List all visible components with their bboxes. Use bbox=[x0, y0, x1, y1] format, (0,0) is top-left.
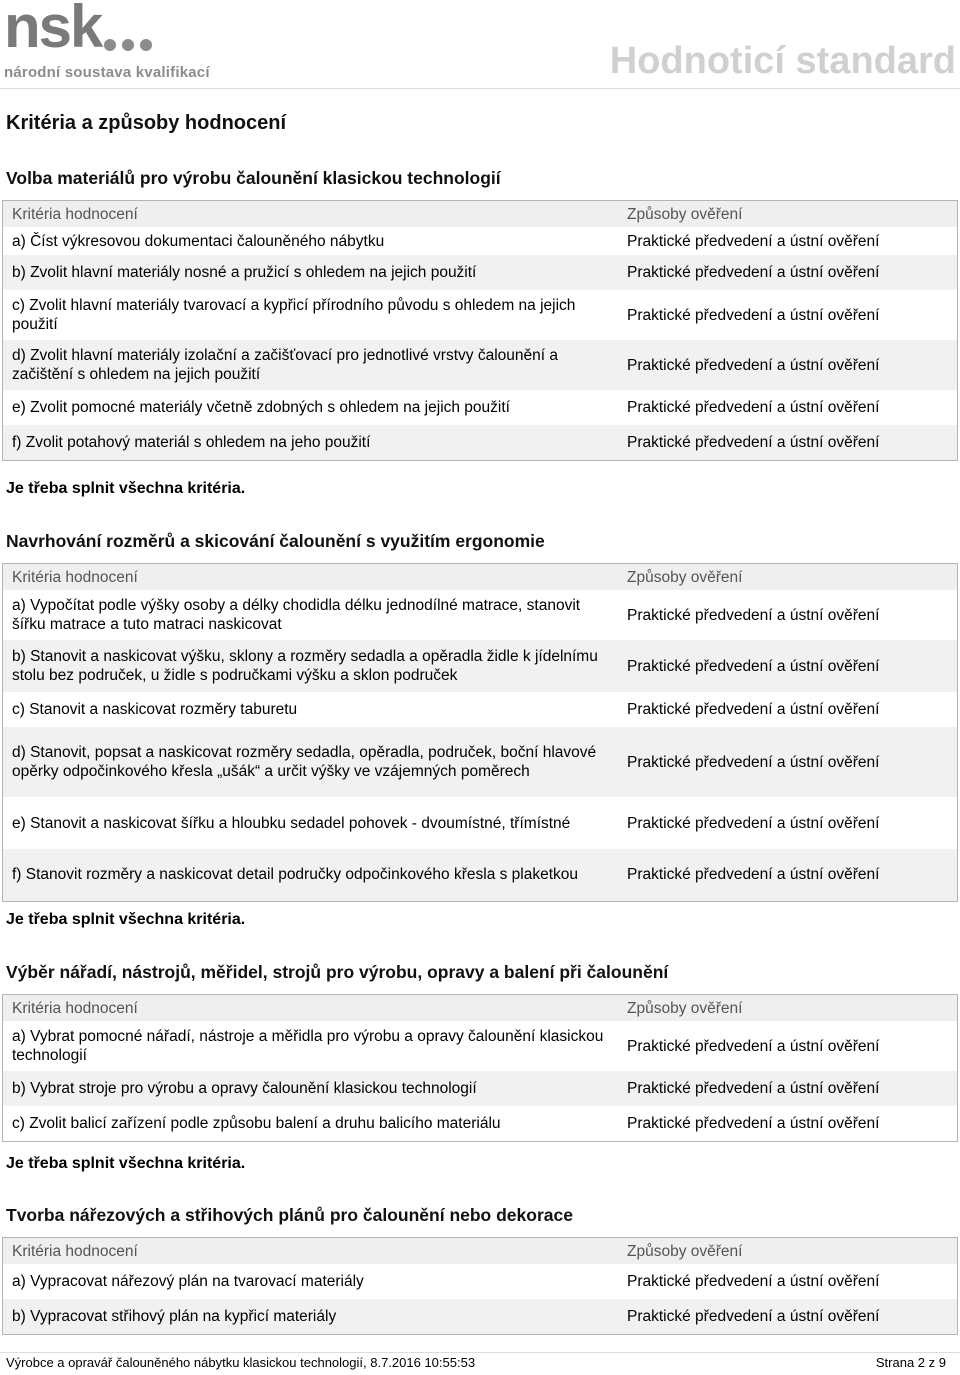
criterion-cell: e) Zvolit pomocné materiály včetně zdobných s ohledem na jejich použití bbox=[12, 399, 510, 416]
table-row bbox=[3, 425, 958, 460]
criterion-cell: f) Zvolit potahový materiál s ohledem na jeho použití bbox=[3, 425, 617, 460]
method-cell: Praktické předvedení a ústní ověření bbox=[616, 727, 958, 797]
criteria-table bbox=[2, 200, 958, 461]
document-title: Hodnoticí standard bbox=[609, 40, 956, 82]
method-cell: Praktické předvedení a ústní ověření bbox=[616, 340, 958, 390]
table-row bbox=[3, 1021, 958, 1071]
table-header-row bbox=[3, 564, 958, 591]
criterion-cell: d) Zvolit hlavní materiály izolační a začišťovací pro jednotlivé vrstvy čalounění a začištění s ohledem na jejich použití bbox=[3, 340, 617, 390]
criterion-cell: a) Vypracovat nářezový plán na tvarovací materiály bbox=[12, 1273, 364, 1290]
column-header-methods: Způsoby ověření bbox=[616, 1238, 958, 1265]
criterion-cell: b) Vypracovat střihový plán na kypřicí materiály bbox=[3, 1299, 617, 1334]
criterion-cell: a) Číst výkresovou dokumentaci čalouněného nábytku bbox=[12, 232, 385, 250]
table-row bbox=[3, 390, 958, 425]
logo-dots-icon bbox=[104, 38, 158, 56]
page-number: Strana 2 z 9 bbox=[875, 1355, 946, 1370]
table-row bbox=[3, 797, 958, 849]
table-row bbox=[3, 590, 958, 640]
method-cell: Praktické předvedení a ústní ověření bbox=[616, 849, 958, 901]
criterion-cell: d) Stanovit, popsat a naskicovat rozměry sedadla, opěradla, područek, boční hlavové opěrky odpočinkového křesla „ušák“ a určit výšky ve vzájemných poměrech bbox=[3, 727, 617, 797]
criterion-cell: e) Stanovit a naskicovat šířku a hloubku sedadel pohovek - dvoumístné, třímístné bbox=[12, 814, 571, 832]
table-header-row bbox=[3, 995, 958, 1022]
criteria-table bbox=[2, 994, 958, 1142]
page-footer bbox=[0, 1352, 960, 1372]
criterion-cell: c) Zvolit balicí zařízení podle způsobu balení a druhu balicího materiálu bbox=[12, 1114, 501, 1132]
criteria-table bbox=[2, 563, 958, 902]
table-header-row bbox=[3, 201, 958, 228]
method-cell: Praktické předvedení a ústní ověření bbox=[616, 255, 958, 290]
logo-subtitle: národní soustava kvalifikací bbox=[4, 64, 210, 81]
requirement-note: Je třeba splnit všechna kritéria. bbox=[6, 1155, 246, 1172]
footer-divider bbox=[0, 1352, 960, 1353]
table-row bbox=[3, 727, 958, 797]
page-header bbox=[0, 0, 960, 92]
table-header-row bbox=[3, 1238, 958, 1265]
table-row bbox=[3, 1264, 958, 1299]
criteria-table bbox=[2, 1237, 958, 1335]
column-header-criteria: Kritéria hodnocení bbox=[3, 1238, 617, 1265]
table-row bbox=[3, 1071, 958, 1106]
criterion-cell: c) Zvolit hlavní materiály tvarovací a kypřicí přírodního původu s ohledem na jejich použití bbox=[12, 297, 576, 333]
requirement-note: Je třeba splnit všechna kritéria. bbox=[6, 911, 246, 928]
criterion-cell: f) Stanovit rozměry a naskicovat detail područky odpočinkového křesla s plaketkou bbox=[3, 849, 617, 901]
column-header-methods: Způsoby ověření bbox=[616, 995, 958, 1022]
method-cell: Praktické předvedení a ústní ověření bbox=[627, 1114, 880, 1132]
table-row bbox=[3, 1106, 958, 1141]
table-row bbox=[3, 290, 958, 340]
criterion-cell: b) Stanovit a naskicovat výšku, sklony a rozměry sedadla a opěradla židle k jídelnímu stolu bez područek, u židle s područkami výšku a sklon područek bbox=[3, 640, 617, 692]
method-cell: Praktické předvedení a ústní ověření bbox=[627, 701, 880, 718]
section-title: Výběr nářadí, nástrojů, měřidel, strojů pro výrobu, opravy a balení při čalounění bbox=[6, 962, 669, 982]
table-row bbox=[3, 255, 958, 290]
method-cell: Praktické předvedení a ústní ověření bbox=[627, 306, 880, 324]
method-cell: Praktické předvedení a ústní ověření bbox=[627, 1037, 880, 1055]
criterion-cell: b) Zvolit hlavní materiály nosné a pružicí s ohledem na jejich použití bbox=[3, 255, 617, 290]
column-header-criteria: Kritéria hodnocení bbox=[3, 201, 617, 228]
table-row bbox=[3, 1299, 958, 1334]
table-row bbox=[3, 340, 958, 390]
table-row bbox=[3, 227, 958, 255]
method-cell: Praktické předvedení a ústní ověření bbox=[616, 640, 958, 692]
page-title: Kritéria a způsoby hodnocení bbox=[6, 112, 287, 134]
table-row bbox=[3, 692, 958, 727]
method-cell: Praktické předvedení a ústní ověření bbox=[627, 232, 880, 250]
table-row bbox=[3, 849, 958, 901]
method-cell: Praktické předvedení a ústní ověření bbox=[627, 606, 880, 624]
criterion-cell: b) Vybrat stroje pro výrobu a opravy čalounění klasickou technologií bbox=[3, 1071, 617, 1106]
footer-document-info: Výrobce a opravář čalouněného nábytku klasickou technologií, 8.7.2016 10:55:53 bbox=[6, 1355, 476, 1370]
method-cell: Praktické předvedení a ústní ověření bbox=[616, 1299, 958, 1334]
method-cell: Praktické předvedení a ústní ověření bbox=[627, 814, 880, 832]
nsk-logo bbox=[4, 0, 214, 88]
section-title: Tvorba nářezových a střihových plánů pro čalounění nebo dekorace bbox=[6, 1205, 573, 1225]
column-header-criteria: Kritéria hodnocení bbox=[3, 564, 617, 591]
criterion-cell: c) Stanovit a naskicovat rozměry taburetu bbox=[12, 701, 298, 718]
method-cell: Praktické předvedení a ústní ověření bbox=[616, 425, 958, 460]
header-divider bbox=[0, 88, 960, 89]
criterion-cell: a) Vypočítat podle výšky osoby a délky chodidla délku jednodílné matrace, stanovit šířku matrace a tuto matraci naskicovat bbox=[12, 597, 581, 633]
section-title: Navrhování rozměrů a skicování čalounění s využitím ergonomie bbox=[6, 531, 545, 551]
requirement-note: Je třeba splnit všechna kritéria. bbox=[6, 480, 246, 497]
logo-text: nsk bbox=[4, 0, 102, 60]
column-header-methods: Způsoby ověření bbox=[616, 564, 958, 591]
column-header-methods: Způsoby ověření bbox=[616, 201, 958, 228]
criterion-cell: a) Vybrat pomocné nářadí, nástroje a měřidla pro výrobu a opravy čalounění klasickou technologií bbox=[12, 1028, 604, 1064]
table-row bbox=[3, 640, 958, 692]
method-cell: Praktické předvedení a ústní ověření bbox=[616, 1071, 958, 1106]
section-title: Volba materiálů pro výrobu čalounění klasickou technologií bbox=[6, 168, 501, 188]
column-header-criteria: Kritéria hodnocení bbox=[3, 995, 617, 1022]
method-cell: Praktické předvedení a ústní ověření bbox=[627, 399, 880, 416]
method-cell: Praktické předvedení a ústní ověření bbox=[627, 1273, 880, 1290]
